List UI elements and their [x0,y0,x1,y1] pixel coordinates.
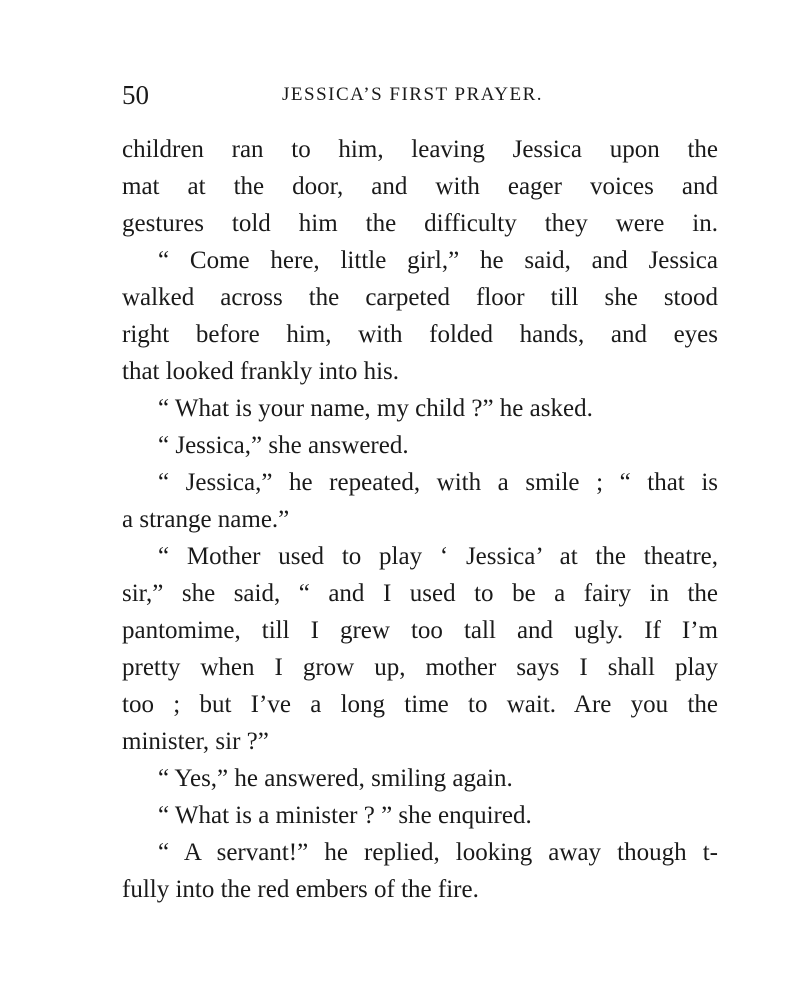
text-line: “ Jessica,” she answered. [158,432,409,459]
running-head [122,80,718,110]
text-line: children ran to him, leaving Jessica upon the [122,136,718,163]
text-line: “ Jessica,” he repeated, with a smile ; “ that is [158,469,718,496]
text-line: gestures told him the difficulty they were in. [122,210,718,237]
text-line: pretty when I grow up, mother says I shall play [122,654,718,681]
running-title: JESSICA’S FIRST PRAYER. [282,84,544,105]
text-line: “ Come here, little girl,” he said, and Jessica [158,247,718,274]
text-line: right before him, with folded hands, and eyes [122,321,718,348]
text-line: “ Mother used to play ‘ Jessica’ at the theatre, [158,543,718,570]
text-line: “ A servant!” he replied, looking away though t- [158,839,718,866]
text-line: pantomime, till I grew too tall and ugly. If I’m [122,617,718,644]
page-number: 50 [122,80,149,110]
text-line: “ What is a minister ? ” she enquired. [158,802,532,829]
text-line: “ What is your name, my child ?” he asked. [158,395,593,422]
text-line: minister, sir ?” [122,728,269,755]
text-line: sir,” she said, “ and I used to be a fairy in the [122,580,718,607]
text-line: “ Yes,” he answered, smiling again. [158,765,513,792]
text-line: mat at the door, and with eager voices and [122,173,718,200]
text-line: a strange name.” [122,506,290,533]
text-line: too ; but I’ve a long time to wait. Are you the [122,691,718,718]
text-line: that looked frankly into his. [122,358,400,385]
text-line: walked across the carpeted floor till she stood [122,284,718,311]
text-line: fully into the red embers of the fire. [122,876,479,903]
body-text [122,131,718,908]
